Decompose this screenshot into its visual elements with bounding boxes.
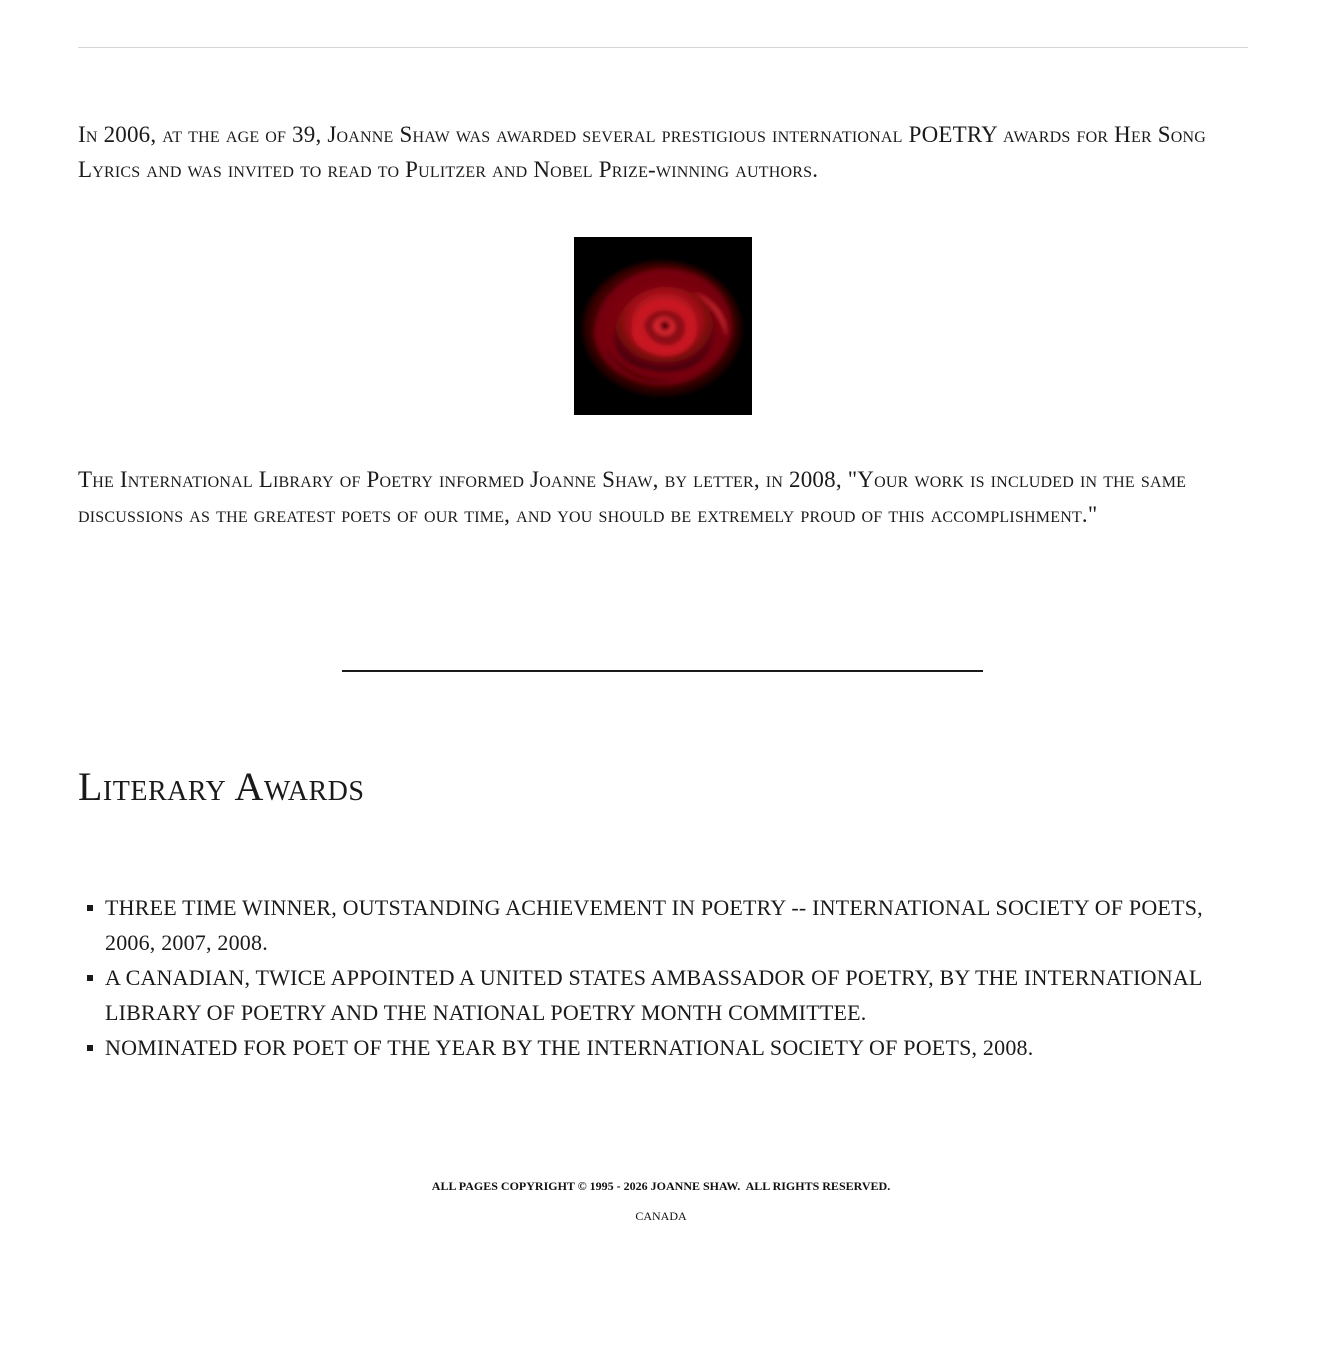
country-label: CANADA xyxy=(635,1209,687,1223)
page-footer xyxy=(0,1177,1322,1224)
intro-paragraph-awards: In 2006, at the age of 39, Joanne Shaw was awarded several prestigious international POETRY awards for Her Song Lyrics and was invited to read to Pulitzer and Nobel Prize-winning authors. xyxy=(78,122,1207,182)
literary-awards-list xyxy=(78,890,1238,1065)
award-text: A CANADIAN, TWICE APPOINTED A UNITED STATES AMBASSADOR OF POETRY, BY THE INTERNATIONAL LIBRARY OF POETRY AND THE NATIONAL POETRY MONTH COMMITTEE. xyxy=(105,965,1202,1025)
award-text: THREE TIME WINNER, OUTSTANDING ACHIEVEMENT IN POETRY -- INTERNATIONAL SOCIETY OF POETS, 2006, 2007, 2008. xyxy=(105,895,1203,955)
rose-icon xyxy=(574,237,752,415)
square-bullet-icon xyxy=(87,1045,93,1051)
list-item xyxy=(78,1030,1238,1065)
top-divider xyxy=(78,47,1248,48)
list-item xyxy=(78,890,1238,960)
square-bullet-icon xyxy=(87,905,93,911)
rose-image xyxy=(574,237,752,415)
section-title-literary-awards: Literary Awards xyxy=(78,764,365,809)
copyright-notice: ALL PAGES COPYRIGHT © 1995 - 2026 JOANNE SHAW. ALL RIGHTS RESERVED. xyxy=(431,1179,891,1193)
ilp-quote-paragraph: The International Library of Poetry informed Joanne Shaw, by letter, in 2008, "Your work is included in the same discussions as the greatest poets of our time, and you should be extremely proud of this accomplishment." xyxy=(78,467,1187,527)
award-text: NOMINATED FOR POET OF THE YEAR BY THE INTERNATIONAL SOCIETY OF POETS, 2008. xyxy=(105,1035,1034,1060)
list-item xyxy=(78,960,1238,1030)
section-divider xyxy=(342,670,983,672)
square-bullet-icon xyxy=(87,975,93,981)
